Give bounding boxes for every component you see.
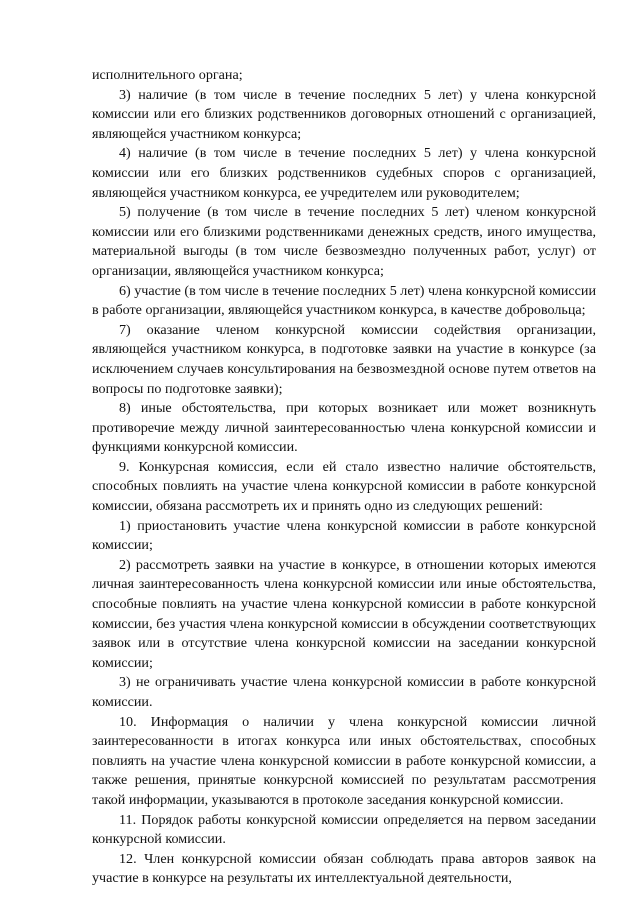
paragraph-clause-10: 10. Информация о наличии у члена конкурсной комиссии личной заинтересованности в итогах конкурса или иных обстоятельствах, способных повлиять на участие члена конкурсной комиссии в работе конкурсной комиссии, а также решения, принятые конкурсной комиссией по результатам рассмотрения такой информации, указываются в протоколе заседания конкурсной комиссии. bbox=[92, 713, 596, 808]
paragraph-item-8: 8) иные обстоятельства, при которых возникает или может возникнуть противоречие между личной заинтересованностью члена конкурсной комиссии и функциями конкурсной комиссии. bbox=[92, 400, 596, 456]
paragraph-item-4: 4) наличие (в том числе в течение последних 5 лет) у члена конкурсной комиссии или его близких родственников судебных споров с организацией, являющейся участником конкурса, ее учредителем или руководителем; bbox=[92, 145, 596, 201]
paragraph-clause-9-option-3: 3) не ограничивать участие члена конкурсной комиссии в работе конкурсной комиссии. bbox=[92, 674, 596, 710]
paragraph-clause-9: 9. Конкурсная комиссия, если ей стало известно наличие обстоятельств, способных повлиять на участие члена конкурсной комиссии в работе конкурсной комиссии, обязана рассмотреть их и принять одно из следующих решений: bbox=[92, 458, 596, 515]
paragraph-clause-9-option-2: 2) рассмотреть заявки на участие в конкурсе, в отношении которых имеются личная заинтересованность члена конкурсной комиссии или иные обстоятельства, способные повлиять на участие члена конкурсной комиссии в работе конкурсной комиссии, без участия члена конкурсной комиссии в обсуждении соответствующих заявок или в отсутствие члена конкурсной комиссии на заседании конкурсной комиссии; bbox=[92, 556, 596, 671]
paragraph-clause-12: 12. Член конкурсной комиссии обязан соблюдать права авторов заявок на участие в конкурсе на результаты их интеллектуальной деятельности, bbox=[92, 850, 596, 887]
paragraph-item-5: 5) получение (в том числе в течение последних 5 лет) членом конкурсной комиссии или его близкими родственниками денежных средств, иного имущества, материальной выгоды (в том числе безвозмездно полученных работ, услуг) от организации, являющейся участником конкурса; bbox=[92, 204, 596, 279]
paragraph-continuation: исполнительного органа; bbox=[92, 67, 243, 83]
paragraph-item-7: 7) оказание членом конкурсной комиссии содействия организации, являющейся участником конкурса, в подготовке заявки на участие в конкурсе (за исключением случаев консультирования на безвозмездной основе путем ответов на вопросы по подготовке заявки); bbox=[92, 321, 596, 397]
paragraph-item-3: 3) наличие (в том числе в течение последних 5 лет) у члена конкурсной комиссии или его близких родственников договорных отношений с организацией, являющейся участником конкурса; bbox=[92, 86, 596, 142]
paragraph-clause-9-option-1: 1) приостановить участие члена конкурсной комиссии в работе конкурсной комиссии; bbox=[92, 517, 596, 554]
document-page bbox=[92, 66, 596, 889]
paragraph-item-6: 6) участие (в том числе в течение последних 5 лет) члена конкурсной комиссии в работе организации, являющейся участником конкурса, в качестве добровольца; bbox=[92, 282, 596, 319]
paragraph-clause-11: 11. Порядок работы конкурсной комиссии определяется на первом заседании конкурсной комиссии. bbox=[92, 811, 596, 848]
